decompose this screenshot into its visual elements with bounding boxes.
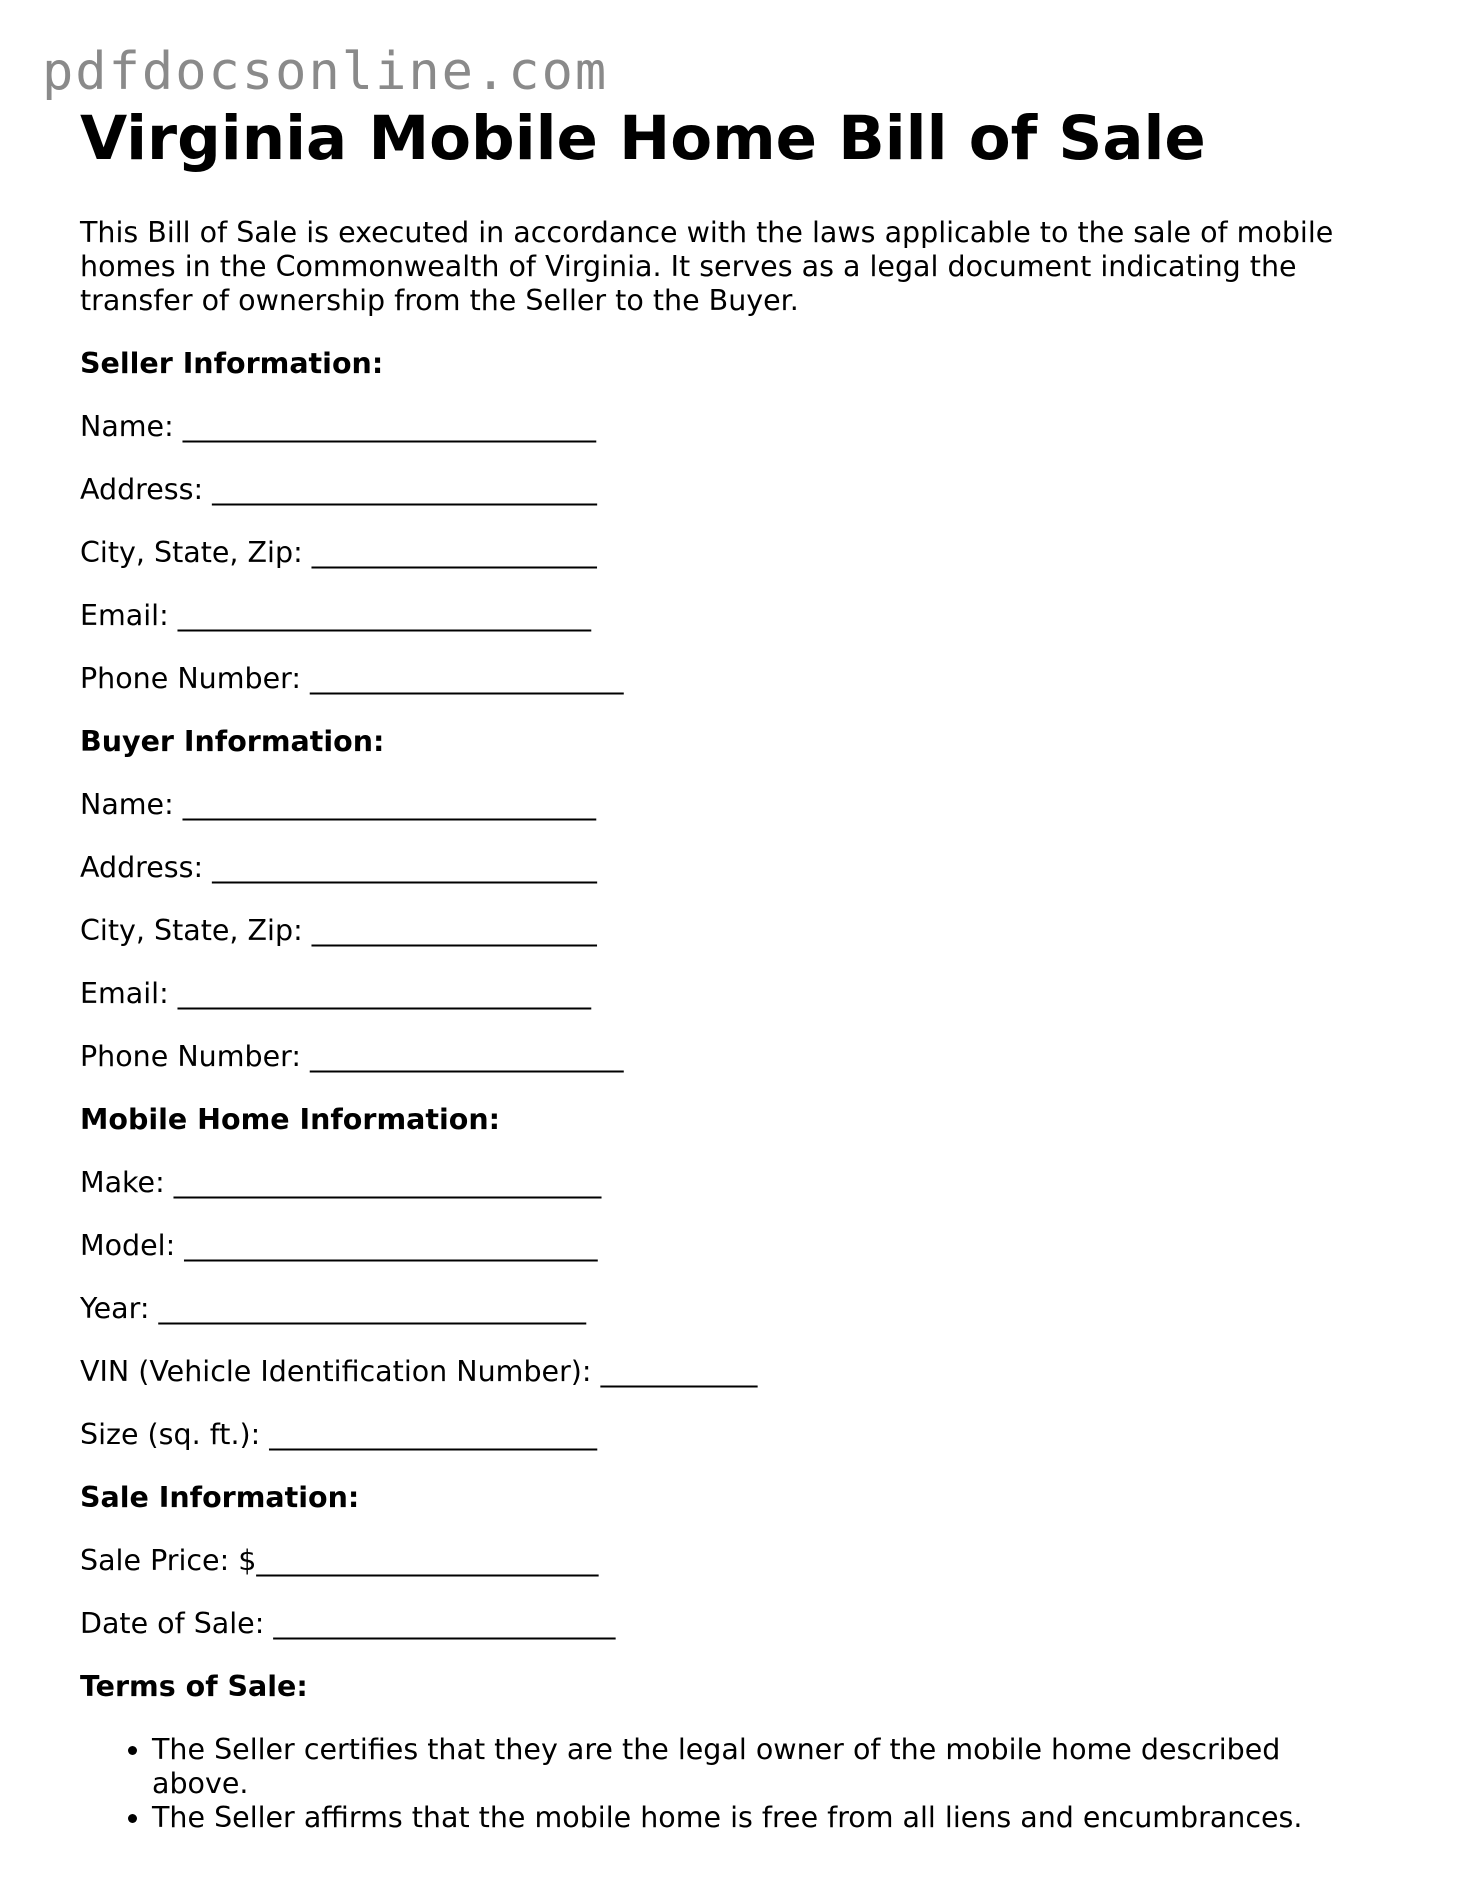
seller-city-field[interactable]: City, State, Zip: ____________________: [80, 536, 597, 570]
seller-phone-field[interactable]: Phone Number: ______________________: [80, 662, 624, 696]
buyer-address-field[interactable]: Address: ___________________________: [80, 851, 597, 885]
mobile-home-heading: Mobile Home Information:: [80, 1103, 501, 1137]
intro-paragraph: This Bill of Sale is executed in accordance with the laws applicable to the sale of mobile homes in the Commonwealth of Virginia. It serves as a legal document indicating the transfer of ownership from the Seller to the Buyer.: [80, 216, 1334, 318]
vin-field[interactable]: VIN (Vehicle Identification Number): ___________: [80, 1355, 758, 1389]
sale-heading: Sale Information:: [80, 1481, 360, 1515]
sale-date-field[interactable]: Date of Sale: ________________________: [80, 1607, 616, 1641]
seller-name-field[interactable]: Name: _____________________________: [80, 410, 596, 444]
watermark: pdfdocsonline.com: [42, 42, 609, 102]
seller-heading: Seller Information:: [80, 347, 384, 381]
terms-heading: Terms of Sale:: [80, 1670, 308, 1704]
document-body: [80, 104, 1380, 1835]
page-title: Virginia Mobile Home Bill of Sale: [80, 103, 1206, 174]
make-field[interactable]: Make: ______________________________: [80, 1166, 602, 1200]
sale-price-field[interactable]: Sale Price: $________________________: [80, 1544, 599, 1578]
buyer-name-field[interactable]: Name: _____________________________: [80, 788, 596, 822]
seller-email-field[interactable]: Email: _____________________________: [80, 599, 591, 633]
list-item: • The Seller certifies that they are the legal owner of the mobile home described above.: [152, 1733, 1382, 1801]
size-field[interactable]: Size (sq. ft.): _______________________: [80, 1418, 598, 1452]
model-field[interactable]: Model: _____________________________: [80, 1229, 598, 1263]
buyer-email-field[interactable]: Email: _____________________________: [80, 977, 591, 1011]
year-field[interactable]: Year: ______________________________: [80, 1292, 587, 1326]
terms-list: [80, 1733, 1382, 1835]
list-item: • The Seller affirms that the mobile home is free from all liens and encumbrances.: [152, 1801, 1382, 1835]
seller-address-field[interactable]: Address: ___________________________: [80, 473, 597, 507]
buyer-phone-field[interactable]: Phone Number: ______________________: [80, 1040, 624, 1074]
buyer-city-field[interactable]: City, State, Zip: ____________________: [80, 914, 597, 948]
buyer-heading: Buyer Information:: [80, 725, 385, 759]
